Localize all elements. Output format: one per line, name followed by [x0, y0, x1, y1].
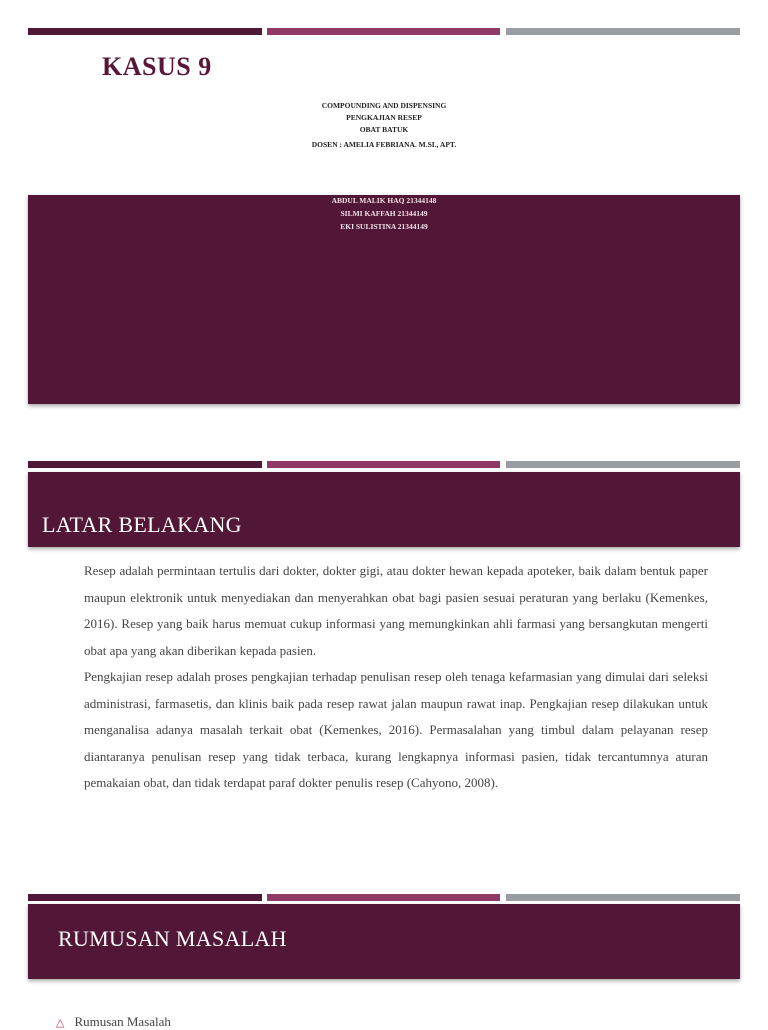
- subtitle-line: OBAT BATUK: [359, 125, 409, 134]
- author-line: EKI SULISTINA 21344149: [340, 222, 428, 231]
- subtitle-line: PENGKAJIAN RESEP: [346, 113, 422, 122]
- subtitle-block: [0, 100, 768, 151]
- list-item: [56, 1014, 171, 1030]
- lecturer-line: DOSEN : AMELIA FEBRIANA. M.SI., APT.: [311, 140, 457, 149]
- accent-bar-dark: [28, 894, 262, 901]
- author-line-cropped: [0, 185, 768, 194]
- triangle-bullet-icon: △: [56, 1017, 65, 1029]
- list-item-label: Rumusan Masalah: [74, 1014, 171, 1029]
- accent-bar-mid: [267, 461, 500, 468]
- paragraph: Pengkajian resep adalah proses pengkajian terhadap penulisan resep oleh tenaga kefarmasian yang dimulai dari seleksi administrasi, farmasetis, dan klinis baik pada resep rawat jalan maupun rawat inap. Pengkajian resep dilakukan untuk menganalisa adanya masalah terkait obat (Kemenkes, 2016). Permasalahan yang timbul dalam pelayanan resep diantaranya penulisan resep yang tidak terbaca, kurang lengkapnya informasi pasien, tidak tercantumnya aturan pemakaian obat, dan tidak terdapat paraf dokter penulis resep (Cahyono, 2008).: [84, 669, 708, 790]
- slide-title: KASUS 9: [102, 52, 212, 81]
- accent-bars: [28, 461, 740, 469]
- accent-bar-dark: [28, 461, 262, 468]
- accent-bar-gray: [506, 28, 740, 35]
- accent-bar-dark: [28, 28, 262, 35]
- accent-bars: [28, 28, 740, 36]
- accent-bars: [28, 894, 740, 902]
- paragraph: Resep adalah permintaan tertulis dari dokter, dokter gigi, atau dokter hewan kepada apoteker, baik dalam bentuk paper maupun elektronik untuk menyediakan dan menyerahkan obat bagi pasien sesuai peraturan yang berlaku (Kemenkes, 2016). Resep yang baik harus memuat cukup informasi yang memungkinkan ahli farmasi yang bersangkutan mengerti obat apa yang akan diberikan kepada pasien.: [84, 563, 708, 658]
- accent-bar-gray: [506, 894, 740, 901]
- author-line: ABDUL MALIK HAQ 21344148: [331, 196, 437, 205]
- accent-bar-gray: [506, 461, 740, 468]
- background-text: [84, 558, 708, 797]
- section-heading: RUMUSAN MASALAH: [58, 926, 287, 951]
- accent-bar-mid: [267, 894, 500, 901]
- accent-bar-mid: [267, 28, 500, 35]
- author-names: [0, 185, 768, 233]
- author-line: SILMI KAFFAH 21344149: [340, 209, 428, 218]
- section-heading: LATAR BELAKANG: [42, 512, 242, 537]
- subtitle-line: COMPOUNDING AND DISPENSING: [321, 101, 447, 110]
